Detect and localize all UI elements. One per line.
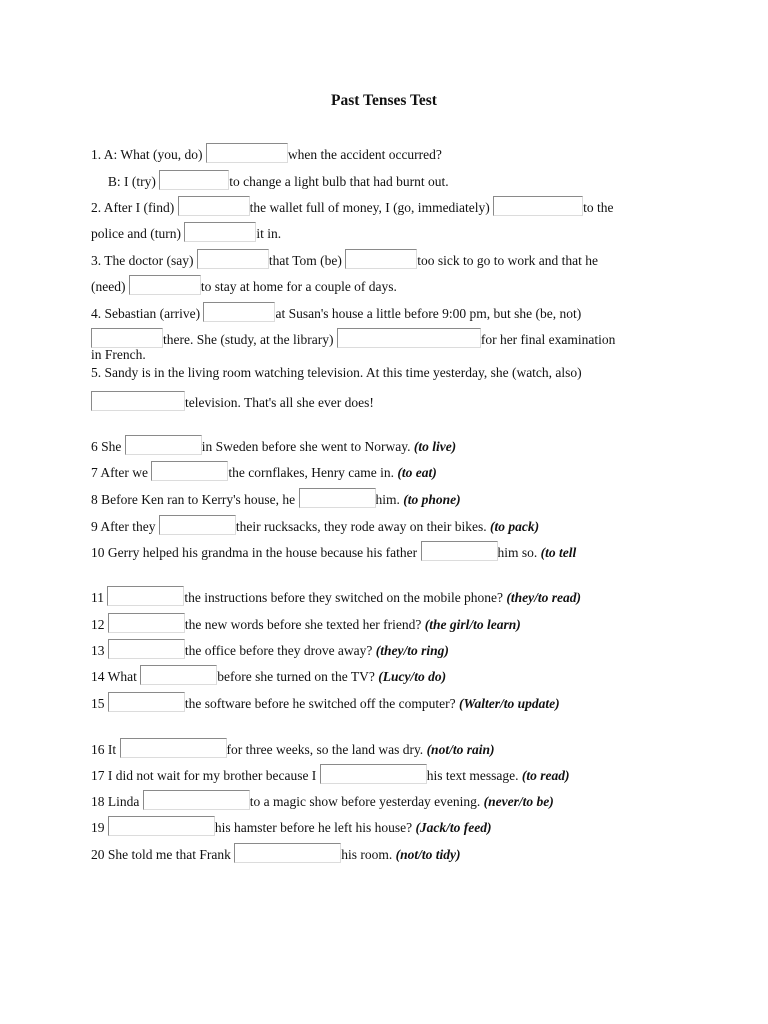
exercise-line xyxy=(91,275,397,295)
question-text: 9 After they xyxy=(91,519,159,534)
question-text: it in. xyxy=(256,226,282,241)
question-text: B: I (try) xyxy=(91,174,160,189)
exercise-line xyxy=(91,170,449,190)
exercise-line xyxy=(91,435,456,455)
question-text: the new words before she texted her friend? xyxy=(184,617,425,632)
exercise-line xyxy=(91,302,581,322)
question-text: too sick to go to work and that he xyxy=(417,253,599,268)
answer-input[interactable] xyxy=(159,515,236,535)
exercise-line xyxy=(91,665,446,685)
exercise-line xyxy=(91,816,492,836)
answer-input[interactable] xyxy=(151,461,228,481)
question-text: the instructions before they switched on the mobile phone? xyxy=(184,590,507,605)
question-text: that Tom (be) xyxy=(268,253,346,268)
question-text: 17 I did not wait for my brother because I xyxy=(91,768,320,783)
answer-input[interactable] xyxy=(108,639,185,659)
question-text: 12 xyxy=(91,617,108,632)
question-text: the cornflakes, Henry came in. xyxy=(228,465,398,480)
question-text: television. That's all she ever does! xyxy=(185,395,374,410)
question-text: their rucksacks, they rode away on their bikes. xyxy=(235,519,491,534)
verb-hint: (not/to tidy) xyxy=(395,847,461,862)
answer-input[interactable] xyxy=(159,170,229,190)
question-text: 18 Linda xyxy=(91,794,143,809)
exercise-line xyxy=(91,764,570,784)
question-text: 11 xyxy=(91,590,108,605)
question-text: the software before he switched off the computer? xyxy=(184,696,460,711)
question-text: his hamster before he left his house? xyxy=(214,820,416,835)
question-text: 4. Sebastian (arrive) xyxy=(91,306,204,321)
exercise-line xyxy=(91,391,374,411)
exercise-line xyxy=(91,515,539,535)
question-text: at Susan's house a little before 9:00 pm, but she (be, not) xyxy=(275,306,582,321)
exercise-line xyxy=(91,249,598,269)
question-text: before she turned on the TV? xyxy=(217,669,379,684)
question-text: 16 It xyxy=(91,742,120,757)
exercise-line xyxy=(91,347,146,363)
exercise-line xyxy=(91,365,582,381)
question-text: to change a light bulb that had burnt out. xyxy=(229,174,449,189)
answer-input[interactable] xyxy=(91,391,185,411)
verb-hint: (to read) xyxy=(521,768,570,783)
answer-input[interactable] xyxy=(108,613,185,633)
question-text: police and (turn) xyxy=(91,226,185,241)
question-text: 1. A: What (you, do) xyxy=(91,147,206,162)
answer-input[interactable] xyxy=(108,816,215,836)
page-title: Past Tenses Test xyxy=(331,92,437,109)
answer-input[interactable] xyxy=(120,738,227,758)
verb-hint: (they/to read) xyxy=(506,590,582,605)
question-text: in Sweden before she went to Norway. xyxy=(201,439,414,454)
question-text: when the accident occurred? xyxy=(287,147,442,162)
answer-input[interactable] xyxy=(108,692,185,712)
question-text: him so. xyxy=(497,545,541,560)
question-text: 8 Before Ken ran to Kerry's house, he xyxy=(91,492,299,507)
question-text: 20 She told me that Frank xyxy=(91,847,235,862)
exercise-line xyxy=(91,222,281,242)
verb-hint: (to pack) xyxy=(490,519,540,534)
verb-hint: (Jack/to feed) xyxy=(415,820,492,835)
answer-input[interactable] xyxy=(197,249,269,269)
exercise-line xyxy=(91,738,494,758)
exercise-line xyxy=(91,586,581,606)
question-text: to the xyxy=(583,200,614,215)
question-text: 7 After we xyxy=(91,465,152,480)
exercise-line xyxy=(91,639,449,659)
exercise-line xyxy=(91,488,461,508)
answer-input[interactable] xyxy=(184,222,256,242)
answer-input[interactable] xyxy=(337,328,481,348)
verb-hint: (they/to ring) xyxy=(375,643,449,658)
answer-input[interactable] xyxy=(320,764,427,784)
question-text: 2. After I (find) xyxy=(91,200,178,215)
question-text: (need) xyxy=(91,279,129,294)
question-text: to a magic show before yesterday evening. xyxy=(249,794,484,809)
answer-input[interactable] xyxy=(493,196,583,216)
question-text: 13 xyxy=(91,643,108,658)
verb-hint: (to tell xyxy=(540,545,577,560)
question-text: the wallet full of money, I (go, immediately) xyxy=(249,200,494,215)
verb-hint: (the girl/to learn) xyxy=(424,617,521,632)
question-text: in French. xyxy=(91,347,146,362)
question-text: for her final examination xyxy=(480,332,616,347)
question-text: 15 xyxy=(91,696,108,711)
question-text: 10 Gerry helped his grandma in the house because his father xyxy=(91,545,421,560)
question-text: 14 What xyxy=(91,669,141,684)
question-text: his room. xyxy=(341,847,396,862)
exercise-line xyxy=(91,692,560,712)
question-text: 6 She xyxy=(91,439,125,454)
question-text: there. She (study, at the library) xyxy=(163,332,337,347)
answer-input[interactable] xyxy=(107,586,184,606)
verb-hint: (to phone) xyxy=(403,492,461,507)
exercise-line xyxy=(91,196,614,216)
question-text: 5. Sandy is in the living room watching television. At this time yesterday, she (watch, also) xyxy=(91,365,582,380)
answer-input[interactable] xyxy=(178,196,250,216)
answer-input[interactable] xyxy=(203,302,275,322)
answer-input[interactable] xyxy=(421,541,498,561)
verb-hint: (Walter/to update) xyxy=(459,696,560,711)
verb-hint: (Lucy/to do) xyxy=(378,669,447,684)
verb-hint: (to live) xyxy=(413,439,457,454)
exercise-line xyxy=(91,143,442,163)
exercise-line xyxy=(91,541,576,561)
answer-input[interactable] xyxy=(125,435,202,455)
verb-hint: (never/to be) xyxy=(483,794,554,809)
verb-hint: (to eat) xyxy=(397,465,437,480)
question-text: his text message. xyxy=(426,768,522,783)
answer-input[interactable] xyxy=(140,665,217,685)
exercise-line xyxy=(91,461,437,481)
exercise-line xyxy=(91,790,554,810)
answer-input[interactable] xyxy=(345,249,417,269)
question-text: him. xyxy=(375,492,404,507)
answer-input[interactable] xyxy=(143,790,250,810)
answer-input[interactable] xyxy=(234,843,341,863)
question-text: the office before they drove away? xyxy=(184,643,376,658)
exercise-line xyxy=(91,843,461,863)
question-text: 3. The doctor (say) xyxy=(91,253,197,268)
exercise-line xyxy=(91,613,521,633)
question-text: for three weeks, so the land was dry. xyxy=(226,742,427,757)
verb-hint: (not/to rain) xyxy=(426,742,495,757)
exercise-line xyxy=(91,328,615,348)
answer-input[interactable] xyxy=(129,275,201,295)
answer-input[interactable] xyxy=(299,488,376,508)
answer-input[interactable] xyxy=(91,328,163,348)
question-text: to stay at home for a couple of days. xyxy=(200,279,397,294)
answer-input[interactable] xyxy=(206,143,288,163)
question-text: 19 xyxy=(91,820,108,835)
